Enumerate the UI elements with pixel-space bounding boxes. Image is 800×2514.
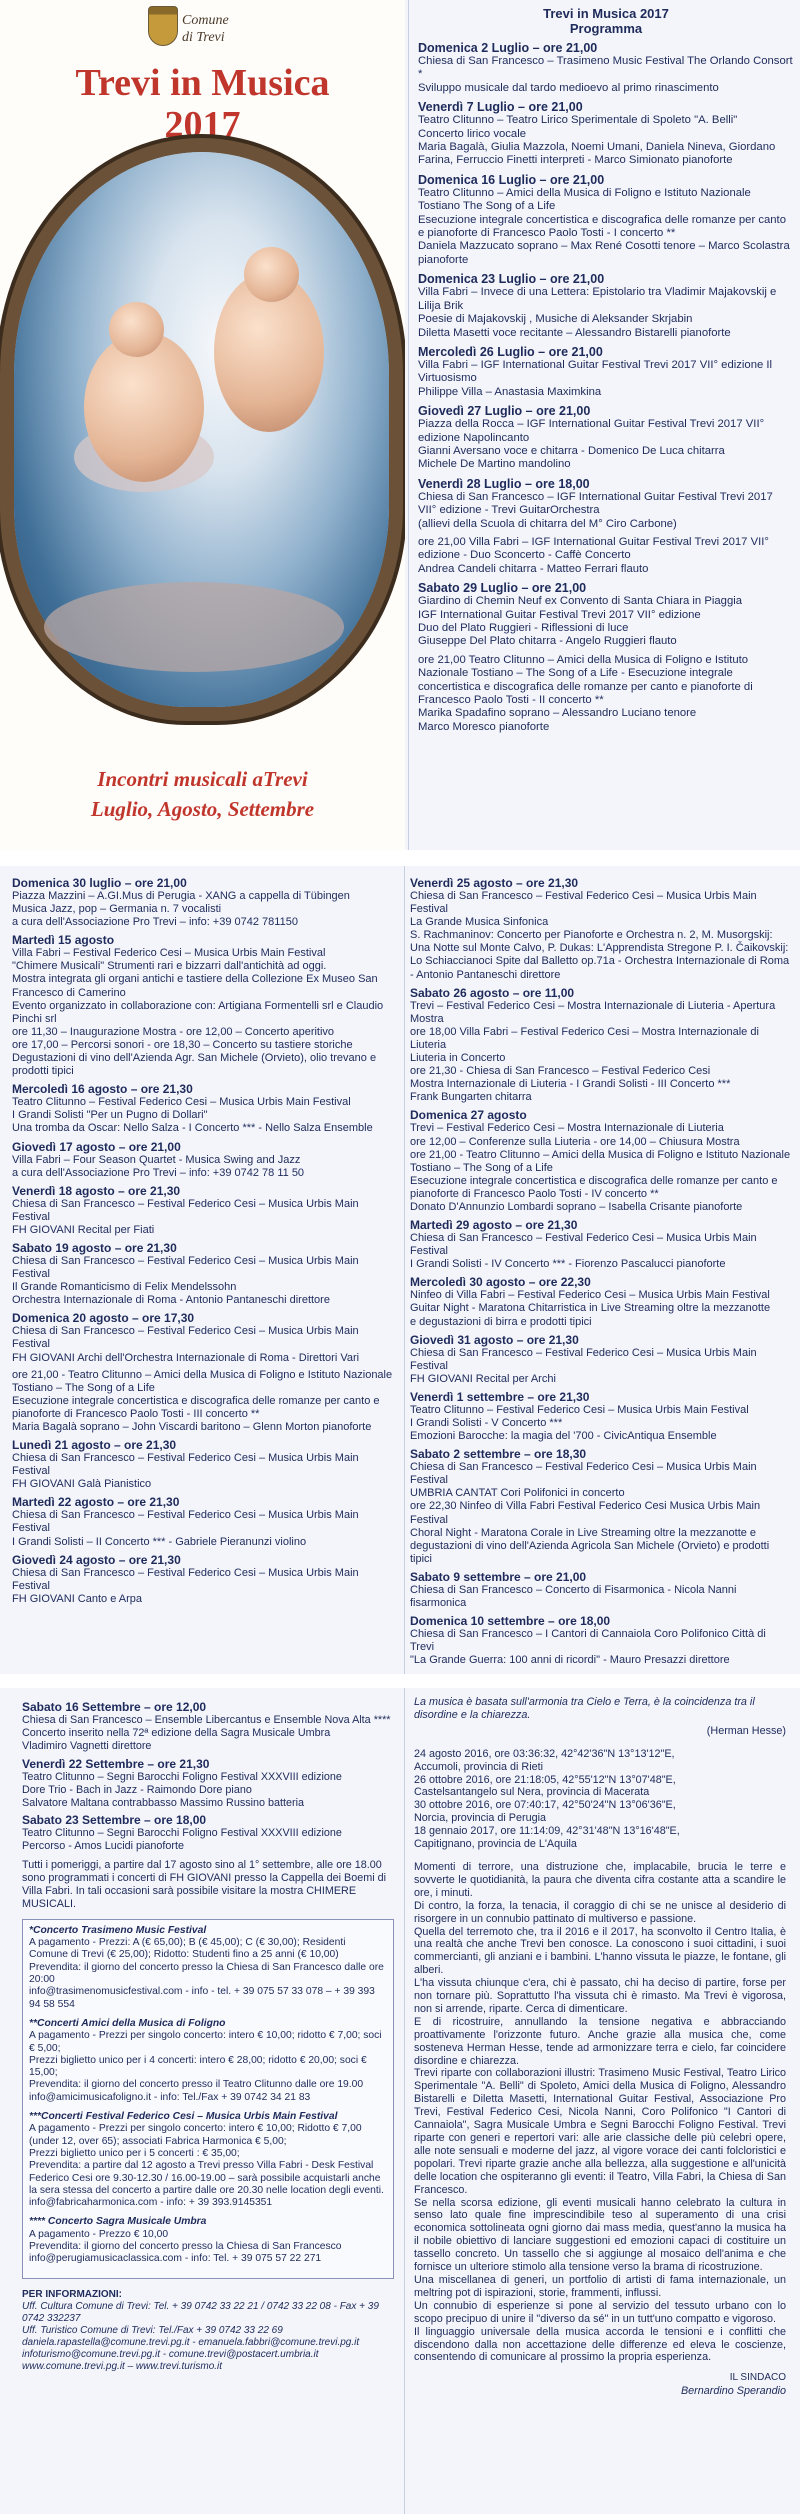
essay-paragraph: L'ha vissuta chiunque c'era, chi è passato, chi ha deciso di partire, forse per non tornare più. Soprattutto l'ha vissuta chi è rimasto. Ma Trevi è vigorosa, non si arrende, riparte. Cerca di dimenticare.: [414, 1977, 786, 2015]
event-line: Il Grande Romanticismo di Felix Mendelssohn: [12, 1281, 237, 1294]
event-line: Mostra Internazionale di Liuteria - I Grandi Solisti - III Concerto ***: [410, 1078, 731, 1091]
contact-line: Uff. Cultura Comune di Trevi: Tel. + 39 0742 33 22 21 / 0742 33 22 08 - Fax + 39 0742 332237: [22, 2300, 379, 2324]
event-line: Chiesa di San Francesco – Trasimeno Music Festival The Orlando Consort *: [418, 55, 793, 81]
event-line: UMBRIA CANTAT Cori Polifonici in concerto: [410, 1487, 625, 1500]
event-line: Teatro Clitunno – Segni Barocchi Foligno Festival XXXVIII edizione: [22, 1827, 342, 1840]
event-item: [12, 1438, 398, 1491]
event-line: Giuseppe Del Plato chitarra - Angelo Ruggieri flauto: [418, 635, 677, 648]
event-item: [22, 1757, 394, 1810]
event-line: ore 21,00 - Teatro Clitunno – Amici della Musica di Foligno e Istituto Nazionale Tostiano – The Song of a Life: [410, 1148, 791, 1174]
event-date: Sabato 29 Luglio – ore 21,00: [418, 581, 587, 596]
event-line: Villa Fabri – IGF International Guitar Festival Trevi 2017 VII° edizione Il Virtuosismo: [418, 358, 773, 385]
settembre-column: [22, 1696, 394, 2373]
event-line: La Grande Musica Sinfonica: [410, 916, 549, 929]
event-line: Chiesa di San Francesco – Festival Federico Cesi – Musica Urbis Main Festival: [410, 1232, 757, 1258]
event-line: Mostra integrata gli organi antichi e tastiere della Collezione Ex Museo San Francesco di Camerino: [12, 973, 378, 999]
event-line: Liuteria in Concerto: [410, 1052, 506, 1065]
essay-paragraph: Se nella scorsa edizione, gli eventi musicali hanno celebrato la cultura in senso lato quale fine imprescindibile teso al superamento di una crisi economica sottolineata ogni giorno dai mass media, quest'anno la musica ha il nobile obiettivo di lanciare suggestioni ed emozioni capaci di costituire un tassello concreto. Un tassello che si aggiunge al mosaico dell'anima e che fornisce un ulteriore stimolo alla tensione verso la brama di ricostruzione.: [414, 2196, 786, 2274]
event-date: Giovedì 31 agosto – ore 21,30: [410, 1332, 579, 1347]
cover-title-line1: Trevi in Musica: [75, 62, 330, 104]
cherub-head: [109, 302, 164, 357]
event-line: Concerto lirico vocale: [418, 127, 526, 140]
earthquake-line: Castelsantangelo sul Nera, provincia di Macerata: [414, 1786, 650, 1799]
event-date: Domenica 10 settembre – ore 18,00: [410, 1614, 611, 1629]
event-date: Mercoledì 16 agosto – ore 21,30: [12, 1082, 193, 1097]
cover-panel: [0, 0, 405, 850]
ticket-info-line: Prevendita: il giorno del concerto presso la Chiesa di San Francesco: [29, 2241, 342, 2252]
event-item: [12, 1495, 398, 1548]
event-line: Teatro Clitunno – Teatro Lirico Sperimentale di Spoleto "A. Belli": [418, 114, 738, 127]
event-item: [12, 1082, 398, 1135]
ticket-info-line: Prevendita: il giorno del concerto presso la Chiesa di San Francesco dalle ore 20:00: [29, 1961, 384, 1986]
earthquake-line: 24 agosto 2016, ore 03:36:32, 42°42'36"N 13°13'12"E,: [414, 1747, 675, 1760]
event-item: [410, 1108, 792, 1214]
event-line: Piazza della Rocca – IGF International Guitar Festival Trevi 2017 VII° edizione Napolincanto: [418, 418, 765, 444]
event-line: FH GIOVANI Recital per Fiati: [12, 1223, 155, 1236]
event-date: Mercoledì 26 Luglio – ore 21,00: [418, 344, 603, 359]
event-item: [12, 876, 398, 929]
event-line: (allievi della Scuola di chitarra del M° Ciro Carbone): [418, 517, 677, 530]
event-line: Diletta Masetti voce recitante – Alessandro Bistarelli pianoforte: [418, 326, 731, 339]
event-item: [22, 1813, 394, 1853]
event-date: Venerdì 22 Settembre – ore 21,30: [22, 1756, 210, 1771]
program-heading: Trevi in Musica 2017: [543, 6, 669, 21]
ticket-info-title: **** Concerto Sagra Musicale Umbra: [29, 2216, 207, 2228]
event-item: [418, 345, 794, 399]
event-line: Chiesa di San Francesco – I Cantori di Cannaiola Coro Polifonico Città di Trevi: [410, 1628, 766, 1654]
event-item: [418, 41, 794, 95]
event-line: "La Grande Guerra: 100 anni di ricordi" - Mauro Presazzi direttore: [410, 1654, 730, 1667]
event-line: Chiesa di San Francesco – Festival Federico Cesi – Musica Urbis Main Festival: [12, 1566, 359, 1592]
essay-paragraph: Di contro, la forza, la tenacia, il coraggio di chi se ne unisce al desiderio di risorgere in un connubio pattinato di multiverso e passione.: [414, 1899, 786, 1925]
event-date: Venerdì 7 Luglio – ore 21,00: [418, 100, 583, 115]
earthquake-line: 18 gennaio 2017, ore 11:14:09, 42°31'48"N 13°16'48"E,: [414, 1825, 680, 1838]
event-line: e degustazioni di birra e prodotti tipici: [410, 1315, 592, 1328]
event-item: [418, 272, 794, 340]
ticket-info-block: [29, 2111, 387, 2209]
ticket-info-line: Prevendita: a partire dal 12 agosto a Trevi presso Villa Fabri - Desk Festival Federico Cesi ore 9.30-12.30 / 16.00-19.00 – sarà possibile acquistarli anche la sera stessa del concerto a partire dalle ore 20.30 nelle location degli eventi.: [29, 2160, 384, 2196]
event-item: [410, 876, 792, 982]
event-line: Sviluppo musicale dal tardo medioevo al primo rinascimento: [418, 81, 719, 94]
fold-line: [404, 866, 405, 1674]
event-item: [12, 1241, 398, 1307]
fold-line: [408, 0, 409, 850]
event-line: Piazza Mazzini – A.GI.Mus di Perugia - XANG a cappella di Tübingen: [12, 890, 350, 902]
ticket-info-block: [29, 1925, 387, 2011]
event-item: [410, 1218, 792, 1271]
event-date: Martedì 22 agosto – ore 21,30: [12, 1495, 180, 1510]
event-line: Esecuzione integrale concertistica e discografica delle romanze per canto e pianoforte di Francesco Paolo Tosti - I concerto **: [418, 213, 786, 240]
event-line: Emozioni Barocche: la magia del '700 - CivicAntiqua Ensemble: [410, 1430, 717, 1443]
event-line: Chiesa di San Francesco – Festival Federico Cesi – Musica Urbis Main Festival: [410, 890, 757, 916]
ticket-info-title: *Concerto Trasimeno Music Festival: [29, 1924, 207, 1936]
event-line: Salvatore Maltana contrabbasso Massimo Russino batteria: [22, 1796, 305, 1809]
contact-line: www.comune.trevi.pg.it – www.trevi.turismo.it: [22, 2360, 223, 2372]
event-item: [12, 1140, 398, 1180]
event-line: Villa Fabri – Festival Federico Cesi – Musica Urbis Main Festival: [12, 947, 326, 960]
event-line: Frank Bungarten chitarra: [410, 1091, 532, 1104]
event-line: FH GIOVANI Recital per Archi: [410, 1372, 556, 1385]
event-line: ore 22,30 Ninfeo di Villa Fabri Festival Federico Cesi Musica Urbis Main Festival: [410, 1500, 761, 1526]
event-item: [410, 1614, 792, 1667]
ticket-info-line: info@fabricaharmonica.com - info: + 39 393.9145351: [29, 2197, 273, 2209]
event-line: FH GIOVANI Galà Pianistico: [12, 1478, 152, 1491]
ticket-info-title: **Concerti Amici della Musica di Foligno: [29, 2017, 226, 2029]
event-line: ore 18,00 Villa Fabri – Festival Federico Cesi – Mostra Internazionale di Liuteria: [410, 1025, 759, 1051]
event-line: FH GIOVANI Canto e Arpa: [12, 1592, 143, 1605]
event-date: Domenica 27 agosto: [410, 1108, 527, 1123]
event-line: Chiesa di San Francesco – Festival Federico Cesi – Musica Urbis Main Festival: [12, 1452, 359, 1478]
event-date: Sabato 23 Settembre – ore 18,00: [22, 1813, 207, 1828]
ticket-info-line: Prevendita: il giorno del concerto presso il Teatro Clitunno dalle ore 19.00: [29, 2079, 364, 2091]
ticket-info-line: A pagamento - Prezzi per singolo concerto: intero € 10,00; ridotto € 7,00; soci € 5,00;: [29, 2030, 382, 2054]
signature-name: Bernardino Sperandio: [680, 2385, 786, 2398]
signature: [414, 2372, 786, 2398]
event-item: [410, 1570, 792, 1610]
ticket-info-block: [29, 2018, 387, 2104]
essay-paragraph: Il linguaggio universale della musica accorda le tensioni e i conflitti che discendono dalla non accettazione delle differenze ed eleva le coscienze, consentendo di comunicare al prossimo la propria esperienza.: [414, 2325, 786, 2364]
event-item: [12, 1369, 398, 1434]
event-date: Venerdì 1 settembre – ore 21,30: [410, 1389, 590, 1404]
contact-line: Uff. Turistico Comune di Trevi: Tel./Fax + 39 0742 33 22 69: [22, 2324, 283, 2336]
event-date: Venerdì 18 agosto – ore 21,30: [12, 1183, 181, 1198]
ticket-info-title: ***Concerti Festival Federico Cesi – Musica Urbis Main Festival: [29, 2111, 338, 2123]
event-line: ore 21,00 - Teatro Clitunno – Amici della Musica di Foligno e Istituto Nazionale Tostiano – The Song of a Life: [12, 1368, 393, 1394]
event-line: Chiesa di San Francesco – Concerto di Fisarmonica - Nicola Nanni fisarmonica: [410, 1583, 737, 1610]
event-line: Evento organizzato in collaborazione con: Artigiana Formentelli srl e Claudio Pinchi srl: [12, 999, 384, 1025]
event-item: [418, 477, 794, 531]
event-line: Marco Moresco pianoforte: [418, 720, 550, 733]
event-line: a cura dell'Associazione Pro Trevi – info: +39 0742 78 11 50: [12, 1166, 305, 1179]
event-date: Venerdì 28 Luglio – ore 18,00: [418, 476, 590, 491]
event-item: [12, 1553, 398, 1606]
event-line: Una tromba da Oscar: Nello Salza - I Concerto *** - Nello Salza Ensemble: [12, 1122, 373, 1135]
event-line: Chiesa di San Francesco – Festival Federico Cesi – Musica Urbis Main Festival: [410, 1346, 757, 1372]
comune-line2: di Trevi: [182, 30, 225, 45]
event-line: Vladimiro Vagnetti direttore: [22, 1739, 152, 1752]
event-line: Trevi – Festival Federico Cesi – Mostra Internazionale di Liuteria - Apertura Mostra: [410, 999, 776, 1025]
event-line: Poesie di Majakovskij , Musiche di Aleksander Skrjabin: [418, 313, 693, 326]
coat-of-arms-icon: [148, 6, 178, 46]
sheet-1: [0, 0, 800, 850]
event-line: Percorso - Amos Lucidi pianoforte: [22, 1840, 185, 1853]
event-date: Giovedì 17 agosto – ore 21,00: [12, 1139, 181, 1154]
earthquake-line: Capitignano, provincia de L'Aquila: [414, 1838, 577, 1851]
signature-role: IL SINDACO: [729, 2372, 786, 2384]
event-line: Maria Bagalà, Giulia Mazzola, Noemi Umani, Daniela Nineva, Giordano Farina, Ferruccio Finetti interpreti - Marco Simionato pianoforte: [418, 141, 776, 167]
event-line: Villa Fabri – Four Season Quartet - Musica Swing and Jazz: [12, 1153, 301, 1166]
event-line: Philippe Villa – Anastasia Maximkina: [418, 385, 602, 398]
comune-line1: Comune: [182, 13, 229, 28]
event-line: Giardino di Chemin Neuf ex Convento di Santa Chiara in Piaggia: [418, 595, 743, 608]
ticket-info-line: info@trasimenomusicfestival.com - info - tel. + 39 075 57 33 078 – + 39 393 94 58 554: [29, 1986, 375, 2010]
ticket-info-line: A pagamento - Prezzi: A (€ 65,00); B (€ 45,00); C (€ 30,00); Residenti Comune di Trevi (€ 25,00); Ridotto: Studenti fino a 25 anni (€ 10,00): [29, 1937, 346, 1961]
ticket-info-line: A pagamento - Prezzo € 10,00: [29, 2228, 169, 2240]
event-line: Choral Night - Maratona Corale in Live Streaming oltre la mezzanotte e degustazioni di vino dell'Azienda Agricola San Michele (Orvieto) e prodotti tipici: [410, 1526, 770, 1565]
event-date: Lunedì 21 agosto – ore 21,30: [12, 1438, 177, 1453]
cover-title-line2: 2017: [164, 104, 241, 146]
event-date: Domenica 23 Luglio – ore 21,00: [418, 272, 605, 287]
event-line: Dore Trio - Bach in Jazz - Raimondo Dore piano: [22, 1783, 252, 1796]
earthquake-line: Norcia, provincia di Perugia: [414, 1812, 547, 1825]
event-line: Orchestra Internazionale di Roma - Antonio Pantaneschi direttore: [12, 1294, 330, 1307]
event-date: Sabato 26 agosto – ore 11,00: [410, 985, 575, 1000]
essay-paragraph: Una miscellanea di generi, un portfolio di artisti di fama internazionale, un meltring pot di ispirazioni, storie, frammenti, influssi.: [414, 2273, 786, 2299]
essay-paragraph: E di ricostruire, annullando la tensione negativa e abbracciando proattivamente l'orizzonte futuro. Anche grazie alla musica che, come sosteneva Herman Hesse, tende ad armonizzare terra e cielo, far coincidere disordine e chiarezza.: [414, 2015, 786, 2067]
cloud-shape: [44, 582, 344, 672]
event-date: Mercoledì 30 agosto – ore 22,30: [410, 1275, 591, 1290]
earthquake-line: 30 ottobre 2016, ore 07:40:17, 42°50'24"N 13°06'36"E,: [414, 1799, 676, 1812]
event-date: Martedì 29 agosto – ore 21,30: [410, 1218, 578, 1233]
event-item: [410, 986, 792, 1105]
ticket-info-line: info@perugiamusicaclassica.com - info: Tel. + 39 075 57 22 271: [29, 2253, 322, 2265]
agosto-right-column: [410, 872, 792, 1667]
fh-giovani-notice: Tutti i pomeriggi, a partire dal 17 agosto sino al 1° settembre, alle ore 18.00 sono programmati i concerti di FH GIOVANI presso la Cappella dei Boemi di Villa Fabri. In tali occasioni sarà possibile visitare la mostra CHIMERE MUSICALI.: [22, 1859, 387, 1910]
event-line: I Grandi Solisti - V Concerto ***: [410, 1417, 563, 1429]
event-line: ore 21,00 Villa Fabri – IGF International Guitar Festival Trevi 2017 VII° edizione - Duo Sconcerto - Caffè Concerto: [418, 535, 769, 562]
ticket-info-line: info@amicimusicafoligno.it - info: Tel./Fax + 39 0742 34 21 83: [29, 2091, 311, 2103]
quote-author: (Herman Hesse): [706, 1724, 786, 1737]
sheet-3: [0, 1688, 800, 2514]
event-date: Domenica 2 Luglio – ore 21,00: [418, 41, 598, 55]
event-date: Venerdì 25 agosto – ore 21,30: [410, 876, 579, 890]
earthquake-line: Accumoli, provincia di Rieti: [414, 1760, 544, 1773]
event-line: Duo del Plato Ruggieri - Riflessioni di luce: [418, 622, 629, 634]
event-line: a cura dell'Associazione Pro Trevi – info: +39 0742 781150: [12, 916, 298, 929]
event-item: [22, 1700, 394, 1753]
event-line: FH GIOVANI Archi dell'Orchestra Internazionale di Roma - Direttori Vari: [12, 1351, 360, 1364]
event-date: Sabato 9 settembre – ore 21,00: [410, 1569, 587, 1584]
event-line: Chiesa di San Francesco – Festival Federico Cesi – Musica Urbis Main Festival: [12, 1254, 359, 1281]
fresco-painting: [14, 152, 389, 707]
cherub-head: [244, 247, 299, 302]
comune-label: [182, 12, 229, 46]
event-line: I Grandi Solisti – II Concerto *** - Gabriele Pieranunzi violino: [12, 1535, 307, 1548]
event-item: [410, 1333, 792, 1386]
essay-paragraph: Momenti di terrore, una distruzione che, implacabile, brucia le terre e sovverte le quotidianità, la paura che diventa cifra costante atta a scandire le ore, i minuti.: [414, 1860, 786, 1899]
ticket-info-line: A pagamento - Prezzi per singolo concerto: intero € 10,00; Ridotto € 7,00 (under 12, over 65); associati Fabrica Harmonica € 5,00;: [29, 2123, 362, 2147]
cover-subtitle-line1: Incontri musicali aTrevi: [97, 767, 308, 791]
event-date: Martedì 15 agosto: [12, 933, 115, 948]
event-line: ore 17,00 – Percorsi sonori - ore 18,30 – Concerto su tastiere storiche: [12, 1038, 353, 1051]
event-item: [410, 1390, 792, 1443]
event-line: Teatro Clitunno – Festival Federico Cesi – Musica Urbis Main Festival: [12, 1096, 351, 1109]
ticket-info-box: [22, 1919, 394, 2279]
event-line: Donato D'Annunzio Lombardi soprano – Isabella Crisante pianoforte: [410, 1200, 743, 1213]
program-subheading: Programma: [569, 21, 643, 36]
event-line: IGF International Guitar Festival Trevi 2017 VII° edizione: [418, 608, 701, 621]
event-date: Sabato 19 agosto – ore 21,30: [12, 1240, 177, 1255]
event-line: Chiesa di San Francesco – Festival Federico Cesi – Musica Urbis Main Festival: [12, 1325, 359, 1351]
event-line: Teatro Clitunno – Segni Barocchi Foligno Festival XXXVIII edizione: [22, 1770, 342, 1783]
event-item: [418, 536, 794, 576]
event-line: Marika Spadafino soprano – Alessandro Luciano tenore: [418, 707, 697, 720]
event-line: Guitar Night - Maratona Chitarristica in Live Streaming oltre la mezzanotte: [410, 1302, 771, 1315]
fold-line: [404, 1688, 405, 2514]
contacts: [22, 2289, 394, 2373]
ticket-info-block: [29, 2216, 387, 2265]
event-line: Chiesa di San Francesco – IGF International Guitar Festival Trevi 2017 VII° edizione - Trevi GuitarOrchestra: [418, 490, 773, 517]
event-line: ore 11,30 – Inaugurazione Mostra - ore 12,00 – Concerto aperitivo: [12, 1025, 335, 1038]
event-item: [418, 581, 794, 649]
event-item: [418, 404, 794, 472]
ticket-info-line: Prezzi biglietto unico per i 5 concerti : € 35,00;: [29, 2147, 240, 2159]
contacts-title: PER INFORMAZIONI:: [22, 2288, 122, 2300]
cover-subtitle-line2: Luglio, Agosto, Settembre: [90, 797, 315, 821]
event-date: Domenica 20 agosto – ore 17,30: [12, 1311, 195, 1326]
event-line: Chiesa di San Francesco – Festival Federico Cesi – Musica Urbis Main Festival: [12, 1509, 359, 1535]
agosto-left-column: [12, 872, 398, 1606]
program-july: [418, 6, 794, 734]
event-line: Villa Fabri – Invece di una Lettera: Epistolario tra Vladimir Majakovskij e Lilija Brik: [418, 286, 777, 312]
event-line: Chiesa di San Francesco – Ensemble Libercantus e Ensemble Nova Alta ****: [22, 1714, 391, 1726]
earthquake-list: [414, 1748, 786, 1851]
event-line: Chiesa di San Francesco – Festival Federico Cesi – Musica Urbis Main Festival: [12, 1197, 359, 1223]
event-item: [418, 654, 794, 734]
event-item: [418, 173, 794, 267]
event-date: Giovedì 24 agosto – ore 21,30: [12, 1552, 181, 1567]
event-line: ore 21,00 Teatro Clitunno – Amici della Musica di Foligno e Istituto Nazionale Tostiano – The Song of a Life - Esecuzione integrale concertistica e discografica delle romanze per canto e pianoforte di Francesco Paolo Tosti - II concerto **: [418, 653, 753, 707]
event-line: Ninfeo di Villa Fabri – Festival Federico Cesi – Musica Urbis Main Festival: [410, 1289, 770, 1302]
event-date: Domenica 30 luglio – ore 21,00: [12, 876, 187, 890]
event-line: I Grandi Solisti - IV Concerto *** - Fiorenzo Pascalucci pianoforte: [410, 1258, 726, 1271]
event-line: Concerto inserito nella 72ª edizione della Sagra Musicale Umbra: [22, 1726, 331, 1739]
contact-line: infoturismo@comune.trevi.pg.it - comune.trevi@postacert.umbria.it: [22, 2348, 319, 2360]
event-line: Andrea Candeli chitarra - Matteo Ferrari flauto: [418, 562, 649, 575]
essay-paragraph: Trevi riparte con collaborazioni illustri: Trasimeno Music Festival, Teatro Lirico Sperimentale "A. Belli" di Spoleto, Amici della Musica di Foligno, Alessandro Bistarelli e Diletta Masetti, International Guitar Festival, Associazione Pro Trevi, Festival Federico Cesi, Nicola Nanni, Coro Polifonico "I Cantori di Cannaiola", Sagra Musicale Umbra e Segni Barocchi Foligno Festival. Trevi riparte con generi e repertori vari: alle arie classiche delle più celebri opere, alle note sensuali e moderne del jazz, al vigore vorace dei canti folcloristici e popolari. Trevi riparte grazie anche alla bellezza, alla suggestione e all'unicità delle location che ospiteranno gli eventi: il Teatro, Villa Fabri, la Chiesa di San Francesco.: [414, 2067, 786, 2196]
event-item: [12, 1311, 398, 1364]
event-line: Teatro Clitunno – Amici della Musica di Foligno e Istituto Nazionale Tostiano The Song of a Life: [418, 186, 751, 213]
essay-paragraph: Quella del terremoto che, tra il 2016 e il 2017, ha sconvolto il Centro Italia, è una realtà che anche Trevi ben conosce. La conoscono i suoi cittadini, i suoi commercianti, gli anziani e i bambini. L'hanno vissuta le piazze, le fontane, gli alberi.: [414, 1925, 786, 1977]
contact-line: daniela.rapastella@comune.trevi.pg.it - emanuela.fabbri@comune.trevi.pg.it: [22, 2336, 360, 2348]
earthquake-line: 26 ottobre 2016, ore 21:18:05, 42°55'12"N 13°07'48"E,: [414, 1773, 676, 1786]
event-line: Trevi – Festival Federico Cesi – Mostra Internazionale di Liuteria: [410, 1122, 724, 1135]
mayor-letter-column: [414, 1696, 786, 2398]
event-line: Esecuzione integrale concertistica e discografica delle romanze per canto e pianoforte di Francesco Paolo Tosti - III concerto **: [12, 1394, 380, 1420]
ticket-info-line: Prezzi biglietto unico per i 4 concerti: intero € 28,00; ridotto € 20,00; soci € 15,00;: [29, 2054, 367, 2079]
event-date: Sabato 2 settembre – ore 18,30: [410, 1447, 587, 1462]
event-item: [12, 1184, 398, 1237]
event-line: Daniela Mazzucato soprano – Max René Cosotti tenore – Marco Scolastra pianoforte: [418, 240, 790, 266]
mayor-essay: [414, 1861, 786, 2364]
event-line: "Chimere Musicali" Strumenti rari e bizzarri dall'antichità ad oggi.: [12, 960, 327, 973]
event-date: Domenica 16 Luglio – ore 21,00: [418, 172, 605, 187]
event-item: [12, 933, 398, 1078]
hesse-quote: La musica è basata sull'armonia tra Cielo e Terra, è la coincidenza tra il disordine e la chiarezza.: [414, 1696, 755, 1721]
event-line: S. Rachmaninov: Concerto per Pianoforte e Orchestra n. 2, M. Musorgskij: Una Notte sul Monte Calvo, P. Dukas: L'Apprendista Stregone P. I. Čaikovskij: Lo Schiaccianoci Spite dal Balletto op.71a - Orchestra Internazionale di Roma - Antonio Pantaneschi direttore: [410, 929, 790, 981]
event-line: ore 21,30 - Chiesa di San Francesco – Festival Federico Cesi: [410, 1065, 711, 1078]
event-line: Teatro Clitunno – Festival Federico Cesi – Musica Urbis Main Festival: [410, 1403, 749, 1416]
event-date: Sabato 16 Settembre – ore 12,00: [22, 1700, 207, 1714]
sheet-2: [0, 866, 800, 1674]
event-date: Giovedì 27 Luglio – ore 21,00: [418, 404, 591, 419]
event-line: Chiesa di San Francesco – Festival Federico Cesi – Musica Urbis Main Festival: [410, 1461, 757, 1487]
essay-paragraph: Un connubio di esperienze si pone al servizio del tessuto urbano con lo scopo precipuo di unire il "diverso da sé" in un tutt'uno compatto e vigoroso.: [414, 2299, 786, 2325]
event-line: Degustazioni di vino dell'Azienda Agr. San Michele (Orvieto), olio trevano e prodotti tipici: [12, 1052, 377, 1078]
event-line: Michele De Martino mandolino: [418, 458, 571, 471]
event-line: Musica Jazz, pop – Germania n. 7 vocalisti: [12, 903, 222, 916]
event-line: Esecuzione integrale concertistica e discografica delle romanze per canto e pianoforte di Francesco Paolo Tosti - IV concerto **: [410, 1174, 778, 1200]
event-item: [410, 1275, 792, 1328]
event-line: Gianni Aversano voce e chitarra - Domenico De Luca chitarra: [418, 444, 725, 457]
event-line: ore 12,00 – Conferenze sulla Liuteria - ore 14,00 – Chiusura Mostra: [410, 1135, 740, 1148]
event-item: [418, 100, 794, 168]
event-line: Maria Bagalà soprano – John Viscardi baritono – Glenn Morton pianoforte: [12, 1421, 372, 1433]
event-item: [410, 1447, 792, 1566]
event-line: I Grandi Solisti "Per un Pugno di Dollari": [12, 1109, 208, 1122]
